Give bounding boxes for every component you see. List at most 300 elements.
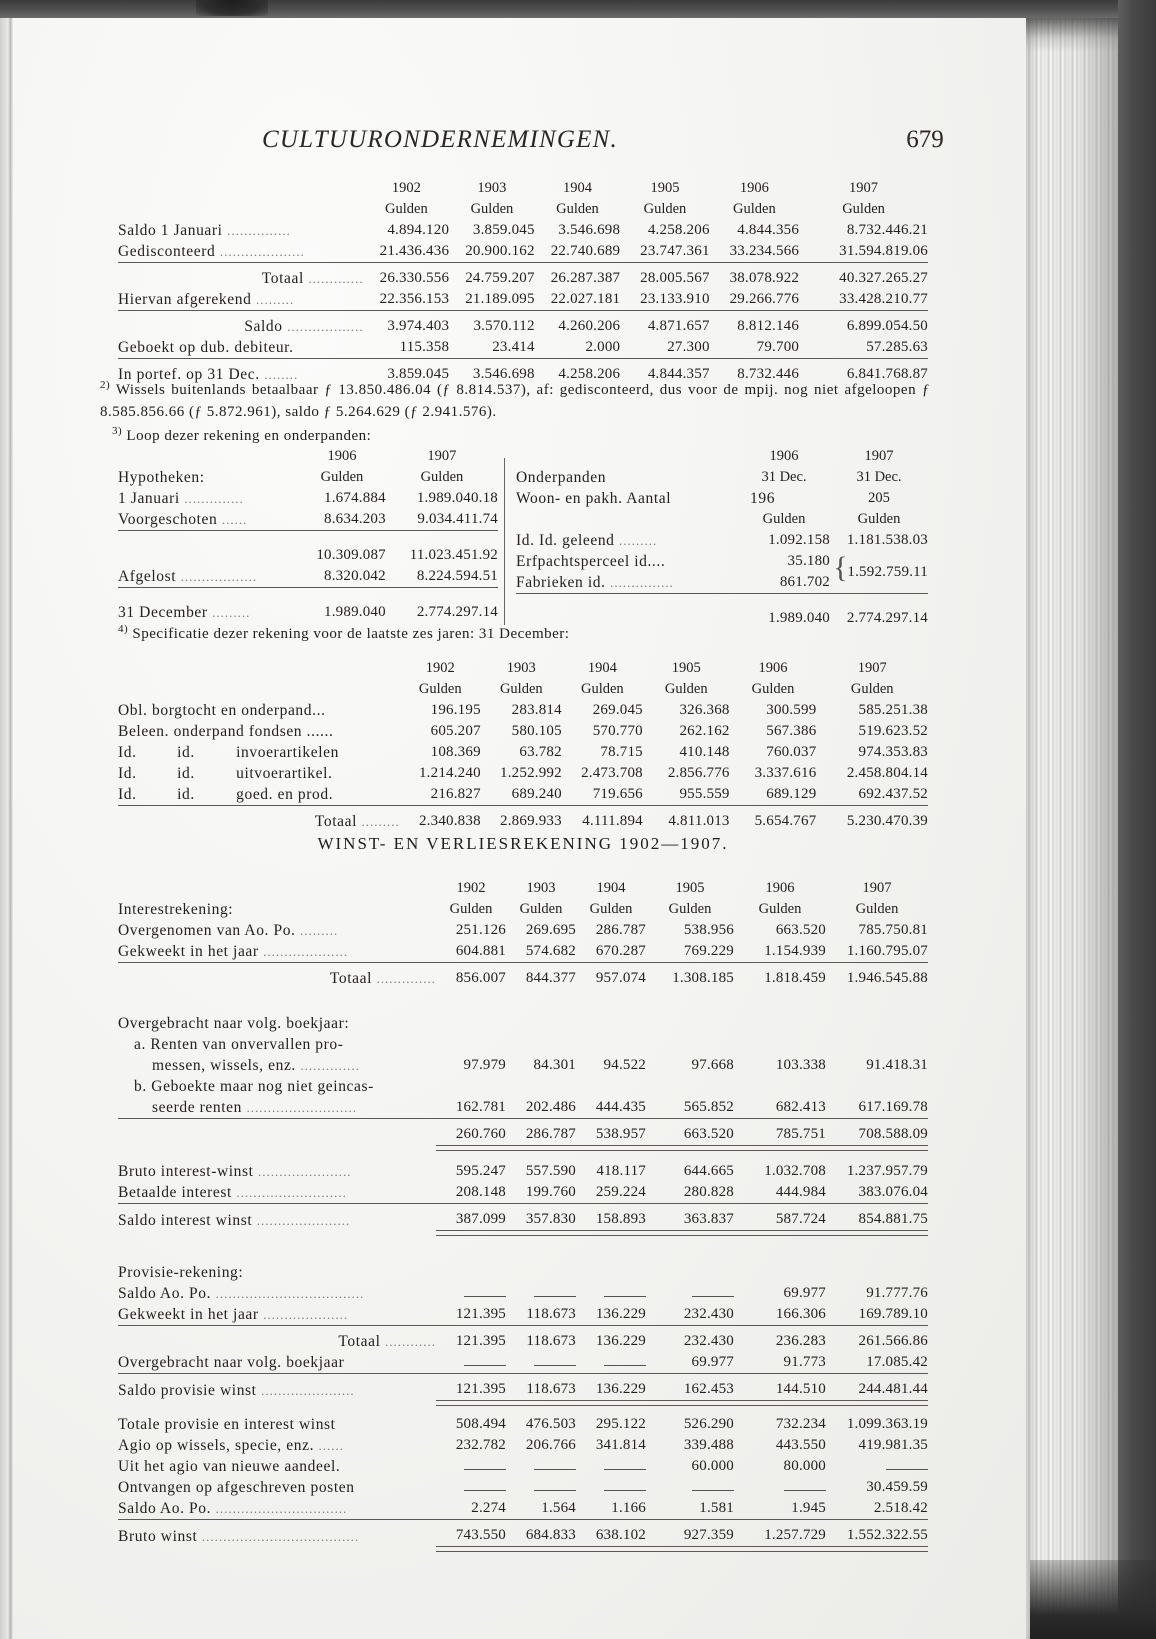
table-spacer xyxy=(118,593,498,602)
cell-empty-dash xyxy=(506,1456,576,1477)
table-row xyxy=(516,551,928,572)
row-label: Overgenomen van Ao. Po. xyxy=(118,922,296,939)
cell-value: 27.300 xyxy=(667,339,710,355)
cell-value: 444.435 xyxy=(595,1099,646,1115)
leader-dots: ...................... xyxy=(258,1164,352,1179)
hypotheken-table xyxy=(118,446,498,623)
row-label: Bruto interest-winst xyxy=(118,1163,254,1180)
table-row xyxy=(118,763,928,784)
row-label: Obl. borgtocht en onderpand... xyxy=(118,702,326,719)
table-row-years xyxy=(118,446,498,467)
leader-dots: .............. xyxy=(376,971,436,986)
cell-value: 162.781 xyxy=(455,1099,506,1115)
cell-value: 21.189.095 xyxy=(465,291,535,307)
row-label-prefix: id. xyxy=(177,765,195,782)
cell-value: 97.979 xyxy=(463,1057,506,1073)
footnote-marker: 3) xyxy=(112,425,123,437)
table-row-years xyxy=(118,658,928,679)
table-row xyxy=(118,268,928,289)
cell-value: 28.005.567 xyxy=(640,270,710,286)
table-row xyxy=(118,1304,928,1326)
leader-dots: ................................... xyxy=(215,1286,365,1301)
cell-value: 136.229 xyxy=(595,1381,646,1397)
cell-value: 23.414 xyxy=(492,339,535,355)
table-row xyxy=(118,509,498,531)
cell-value: 3.974.403 xyxy=(387,318,450,334)
year-header: 1902 xyxy=(425,660,455,676)
cell-value: 1.154.939 xyxy=(764,943,826,959)
cell-value: 5.230.470.39 xyxy=(846,813,928,829)
leader-dots: .................... xyxy=(263,1307,349,1322)
empty-dash xyxy=(784,1481,826,1491)
table-row-currency xyxy=(516,509,928,530)
specificatie-table xyxy=(118,658,928,832)
row-label: Totaal xyxy=(314,813,357,830)
empty-dash xyxy=(464,1481,506,1491)
year-header: 1902 xyxy=(456,880,486,896)
cell-value: 115.358 xyxy=(399,339,450,355)
row-label: Gekweekt in het jaar xyxy=(118,943,259,960)
leader-dots: .................... xyxy=(219,244,305,259)
cell-value: 286.787 xyxy=(595,922,646,938)
cell-value: 286.787 xyxy=(525,1126,576,1142)
cell-value: 108.369 xyxy=(430,744,481,760)
cell-value: 91.773 xyxy=(783,1354,826,1370)
cell-value: 136.229 xyxy=(595,1306,646,1322)
cell-value: 8.732.446.21 xyxy=(846,222,928,238)
empty-dash xyxy=(604,1287,646,1297)
cell-value: 1.564 xyxy=(541,1500,576,1516)
cell-value: 1.989.040 xyxy=(768,610,830,626)
row-label: Saldo interest winst xyxy=(118,1211,253,1229)
cell-value: 33.234.566 xyxy=(729,243,800,259)
row-label: Voorgeschoten xyxy=(118,511,218,528)
cell-value: 1.989.040.18 xyxy=(416,490,498,506)
cell-empty-dash xyxy=(436,1477,506,1498)
cell-value: 121.395 xyxy=(455,1381,506,1397)
cell-value: 2.000 xyxy=(585,339,621,355)
table-row xyxy=(118,1352,928,1374)
cell-value: 208.148 xyxy=(455,1184,506,1200)
cell-value: 508.494 xyxy=(455,1416,506,1432)
cell-empty-dash xyxy=(506,1283,576,1304)
discount-account-table xyxy=(118,178,928,385)
cell-value: 341.814 xyxy=(595,1437,646,1453)
table-row xyxy=(516,488,928,509)
empty-dash xyxy=(464,1460,506,1470)
year-header: 1903 xyxy=(477,180,507,196)
cell-value: 280.828 xyxy=(683,1184,734,1200)
cell-value: 144.510 xyxy=(775,1381,826,1397)
cell-value: 387.099 xyxy=(455,1211,506,1227)
table-row xyxy=(118,1414,928,1435)
cell-value: 519.623.52 xyxy=(858,723,928,739)
section-label: Onderpanden xyxy=(516,469,607,486)
cell-value: 4.844.357 xyxy=(647,366,710,382)
cell-value: 118.673 xyxy=(526,1333,576,1349)
cell-value: 26.330.556 xyxy=(379,270,450,286)
row-label-continuation: b. Geboekte maar nog niet geincas- xyxy=(134,1078,374,1095)
cell-value: 24.759.207 xyxy=(465,270,535,286)
footnote-text: Loop dezer rekening en onderpanden: xyxy=(126,428,372,444)
cell-value: 8.812.146 xyxy=(737,318,800,334)
empty-dash xyxy=(464,1287,506,1297)
row-label: Totaal xyxy=(329,970,373,987)
year-header: 1907 xyxy=(864,448,894,464)
cell-empty-dash xyxy=(576,1456,646,1477)
leader-dots: ........ xyxy=(264,367,299,382)
table-row xyxy=(118,941,928,963)
year-header: 1904 xyxy=(562,180,592,196)
row-label-prefix: Id. xyxy=(118,765,137,782)
cell-value: 732.234 xyxy=(775,1416,826,1432)
currency-header: Gulden xyxy=(320,469,364,485)
cell-value: 29.266.776 xyxy=(729,291,800,307)
table-spacer xyxy=(118,989,928,1013)
table-row xyxy=(118,1435,928,1456)
cell-value: 283.814 xyxy=(511,702,562,718)
cell-value: 580.105 xyxy=(511,723,562,739)
cell-value: 689.129 xyxy=(766,786,817,802)
leader-dots: ......... xyxy=(255,292,295,307)
table-row-dateheader xyxy=(516,467,928,488)
year-header: 1905 xyxy=(671,660,701,676)
leader-dots: ...................... xyxy=(261,1382,355,1398)
cell-value: 476.503 xyxy=(525,1416,576,1432)
cell-value: 8.224.594.51 xyxy=(416,568,498,584)
footnote-3 xyxy=(112,420,942,447)
leader-dots: ...... xyxy=(221,512,248,527)
year-header: 1906 xyxy=(769,448,799,464)
cell-value: 605.207 xyxy=(430,723,481,739)
year-header: 1906 xyxy=(327,448,357,464)
cell-value: 84.301 xyxy=(533,1057,576,1073)
cell-value: 644.665 xyxy=(683,1163,734,1179)
table-row xyxy=(118,1477,928,1498)
cell-value: 4.260.206 xyxy=(558,318,621,334)
cell-value: 63.782 xyxy=(519,744,562,760)
section-label: Provisie-rekening: xyxy=(118,1264,244,1281)
cell-value: 1.099.363.19 xyxy=(846,1416,928,1432)
cell-value: 33.428.210.77 xyxy=(839,291,928,307)
row-label: Ontvangen op afgeschreven posten xyxy=(118,1479,355,1496)
leader-dots: ......... xyxy=(361,814,400,829)
subsection-label: Overgebracht naar volg. boekjaar: xyxy=(118,1015,350,1032)
cell-value: 663.520 xyxy=(683,1126,734,1142)
cell-value: 205 xyxy=(868,490,890,506)
cell-value: 1.946.545.88 xyxy=(846,970,928,986)
leader-dots: .......................... xyxy=(246,1100,357,1115)
currency-header: Gulden xyxy=(842,201,885,217)
currency-header: Gulden xyxy=(664,681,708,697)
row-label: Betaalde interest xyxy=(118,1184,232,1201)
cell-value: 80.000 xyxy=(783,1458,826,1474)
empty-dash xyxy=(534,1356,576,1366)
table-row xyxy=(118,811,928,832)
cell-value: 8.732.446 xyxy=(737,366,800,382)
cell-value: 2.856.776 xyxy=(667,765,730,781)
table-row xyxy=(118,1124,928,1146)
cell-value: 557.590 xyxy=(525,1163,576,1179)
currency-header: Gulden xyxy=(857,511,901,527)
footnote-marker: 2) xyxy=(100,379,111,391)
cell-value: 1.552.322.55 xyxy=(846,1527,928,1543)
cell-value: 638.102 xyxy=(595,1527,646,1543)
row-label: Saldo provisie winst xyxy=(118,1381,257,1399)
year-header: 1907 xyxy=(862,880,892,896)
scan-bottom-background xyxy=(1030,1560,1156,1639)
year-header: 1904 xyxy=(596,880,626,896)
empty-dash xyxy=(534,1460,576,1470)
cell-value: 1.214.240 xyxy=(418,765,481,781)
cell-empty-dash xyxy=(576,1283,646,1304)
cell-value: 22.740.689 xyxy=(550,243,621,259)
cell-value: 538.956 xyxy=(683,922,734,938)
winst-verlies-heading: WINST- EN VERLIESREKENING 1902—1907. xyxy=(317,834,729,853)
cell-value: 21.436.436 xyxy=(379,243,450,259)
cell-value: 244.481.44 xyxy=(858,1381,928,1397)
table-row xyxy=(118,1498,928,1520)
table-row xyxy=(118,968,928,989)
cell-value: 955.559 xyxy=(679,786,730,802)
table-row xyxy=(516,530,928,551)
cell-value: 78.715 xyxy=(600,744,643,760)
row-label-prefix: Id. xyxy=(118,744,137,761)
footnote-marker: 4) xyxy=(118,623,129,635)
cell-value: 785.750.81 xyxy=(858,922,928,938)
cell-value: 785.751 xyxy=(775,1126,826,1142)
cell-value: 4.844.356 xyxy=(737,222,800,238)
cell-value: 103.338 xyxy=(775,1057,826,1073)
cell-value: 8.320.042 xyxy=(324,568,386,584)
leader-dots: ..................................... xyxy=(201,1528,360,1544)
row-label: Saldo Ao. Po. xyxy=(118,1500,212,1517)
row-label-prefix: Id. xyxy=(118,786,137,803)
table-row xyxy=(118,1456,928,1477)
cell-value: 9.034.411.74 xyxy=(417,511,498,527)
onderpanden-table xyxy=(516,446,928,629)
cell-value: 196.195 xyxy=(430,702,481,718)
cell-empty-dash xyxy=(826,1456,928,1477)
cell-value: 2.774.297.14 xyxy=(846,610,928,626)
row-label: Hiervan afgerekend xyxy=(118,291,252,308)
cell-value: 4.871.657 xyxy=(647,318,710,334)
cell-value: 2.774.297.14 xyxy=(416,604,498,620)
cell-empty-dash xyxy=(506,1352,576,1374)
cell-value: 79.700 xyxy=(756,339,800,355)
currency-header: Gulden xyxy=(855,901,899,917)
table-row xyxy=(118,488,498,509)
cell-value: 410.148 xyxy=(679,744,730,760)
book-fore-edge-shading xyxy=(1026,18,1122,1639)
row-label: Afgelost xyxy=(118,568,177,585)
row-label: Saldo 1 Januari xyxy=(118,222,223,239)
cell-value: 419.981.35 xyxy=(858,1437,928,1453)
table-row xyxy=(118,1097,928,1119)
row-label: Bruto winst xyxy=(118,1527,198,1545)
table-row xyxy=(118,1331,928,1352)
table-row xyxy=(118,289,928,311)
cell-value: 166.306 xyxy=(775,1306,826,1322)
cell-value: 3.546.698 xyxy=(472,366,535,382)
row-label: Erfpachtsperceel id.... xyxy=(516,553,666,570)
table-row xyxy=(118,1525,928,1547)
table-row xyxy=(118,241,928,263)
row-label: 1 Januari xyxy=(118,490,180,507)
year-header: 1903 xyxy=(506,660,536,676)
year-header: 1902 xyxy=(391,180,421,196)
table-spacer xyxy=(118,536,498,545)
cell-value: 1.032.708 xyxy=(764,1163,826,1179)
row-label: Totaal xyxy=(338,1333,381,1350)
cell-value: 260.760 xyxy=(455,1126,506,1142)
cell-empty-dash xyxy=(436,1283,506,1304)
cell-value: 363.837 xyxy=(683,1211,734,1227)
cell-value: 69.977 xyxy=(783,1285,826,1301)
leader-dots: .............. xyxy=(184,491,244,506)
cell-value: 682.413 xyxy=(775,1099,826,1115)
leader-dots: ......... xyxy=(300,923,339,938)
cell-value: 570.770 xyxy=(592,723,643,739)
table-row xyxy=(118,220,928,241)
empty-dash xyxy=(604,1460,646,1470)
leader-dots: ...................... xyxy=(256,1212,351,1228)
cell-value: 604.881 xyxy=(455,943,506,959)
cell-value: 1.308.185 xyxy=(672,970,734,986)
cell-value: 300.599 xyxy=(766,702,817,718)
table-row xyxy=(118,1055,928,1076)
empty-dash xyxy=(534,1287,576,1297)
leader-dots: ......... xyxy=(212,605,251,620)
cell-value: 23.133.910 xyxy=(640,291,710,307)
page-content xyxy=(0,18,1030,1639)
row-label: Uit het agio van nieuwe aandeel. xyxy=(118,1458,341,1475)
cell-value: 22.027.181 xyxy=(550,291,621,307)
leader-dots: .............. xyxy=(300,1058,360,1073)
currency-header: Gulden xyxy=(762,511,806,527)
cell-value: 295.122 xyxy=(595,1416,646,1432)
cell-value: 3.337.616 xyxy=(754,765,817,781)
cell-empty-dash xyxy=(734,1477,826,1498)
row-label: Agio op wissels, specie, enz. xyxy=(118,1437,315,1454)
row-label: Gedisconteerd xyxy=(118,243,216,260)
cell-value: 357.830 xyxy=(525,1211,576,1227)
cell-value: 232.430 xyxy=(683,1333,734,1349)
cell-value: 169.789.10 xyxy=(858,1306,928,1322)
cell-value: 3.859.045 xyxy=(472,222,535,238)
row-label: goed. en prod. xyxy=(236,786,334,803)
cell-value: 4.111.894 xyxy=(582,813,643,829)
year-header: 1906 xyxy=(765,880,795,896)
empty-dash xyxy=(604,1481,646,1491)
cell-value: 69.977 xyxy=(691,1354,734,1370)
cell-value: 40.327.265.27 xyxy=(839,270,928,286)
cell-value: 418.117 xyxy=(596,1163,646,1179)
cell-value: 8.634.203 xyxy=(324,511,386,527)
table-row xyxy=(118,1262,928,1283)
cell-value: 1.592.759.11 xyxy=(847,563,928,580)
cell-empty-dash xyxy=(646,1283,734,1304)
cell-value: 1.252.992 xyxy=(500,765,562,781)
currency-header: Gulden xyxy=(449,901,493,917)
cell-value: 1.989.040 xyxy=(324,604,386,620)
footnote-4 xyxy=(118,618,958,645)
table-row xyxy=(118,337,928,359)
table-row xyxy=(118,721,928,742)
currency-header: Gulden xyxy=(519,901,563,917)
cell-value: 957.074 xyxy=(595,970,646,986)
leader-dots: .................. xyxy=(180,569,258,584)
cell-value: 684.833 xyxy=(525,1527,576,1543)
cell-value: 854.881.75 xyxy=(858,1211,928,1227)
row-label-prefix: id. xyxy=(177,786,195,803)
cell-value: 118.673 xyxy=(526,1381,576,1397)
cell-value: 3.859.045 xyxy=(387,366,450,382)
table-row-years xyxy=(516,446,928,467)
table-row-currency xyxy=(118,899,928,920)
cell-empty-dash xyxy=(576,1477,646,1498)
cell-value: 162.453 xyxy=(683,1381,734,1397)
cell-value: 692.437.52 xyxy=(858,786,928,802)
table-row xyxy=(118,1379,928,1401)
table-row xyxy=(118,1013,928,1034)
cell-value: 2.340.838 xyxy=(418,813,481,829)
cell-value: 216.827 xyxy=(430,786,481,802)
table-row xyxy=(118,1034,928,1055)
cell-value: 202.486 xyxy=(525,1099,576,1115)
table-spacer xyxy=(118,1236,928,1263)
cell-value: 617.169.78 xyxy=(858,1099,928,1115)
year-header: 1907 xyxy=(427,448,457,464)
page-title: CULTUURONDERNEMINGEN. xyxy=(262,126,618,153)
row-label: Gekweekt in het jaar xyxy=(118,1306,259,1323)
leader-dots: .................... xyxy=(263,944,349,959)
cell-empty-dash xyxy=(436,1456,506,1477)
leader-dots: ............... xyxy=(610,575,674,590)
cell-value: 206.766 xyxy=(525,1437,576,1453)
cell-value: 1.181.538.03 xyxy=(846,532,928,548)
section-label: Interestrekening: xyxy=(118,901,234,918)
row-label: messen, wissels, enz. xyxy=(152,1057,296,1074)
row-label: Saldo xyxy=(244,318,283,335)
year-header: 1907 xyxy=(857,660,887,676)
year-header: 1903 xyxy=(526,880,556,896)
cell-value: 861.702 xyxy=(779,574,830,590)
cell-value: 567.386 xyxy=(766,723,817,739)
cell-value: 20.900.162 xyxy=(465,243,535,259)
cell-value: 760.037 xyxy=(766,744,817,760)
cell-value: 719.656 xyxy=(592,786,643,802)
table-row xyxy=(118,1076,928,1097)
cell-value: 526.290 xyxy=(683,1416,734,1432)
date-header: 31 Dec. xyxy=(856,469,902,485)
cell-value: 121.395 xyxy=(455,1306,506,1322)
cell-value: 1.160.795.07 xyxy=(846,943,928,959)
cell-value: 927.359 xyxy=(683,1527,734,1543)
row-label: Geboekt op dub. debiteur. xyxy=(118,339,294,356)
currency-header: Gulden xyxy=(556,201,599,217)
date-header: 31 Dec. xyxy=(761,469,807,485)
cell-value: 6.899.054.50 xyxy=(846,318,928,334)
cell-value: 3.546.698 xyxy=(558,222,621,238)
row-label: invoerartikelen xyxy=(236,744,339,761)
empty-dash xyxy=(692,1287,734,1297)
cell-value: 974.353.83 xyxy=(858,744,928,760)
page-number: 679 xyxy=(906,126,944,153)
cell-value: 232.430 xyxy=(683,1306,734,1322)
cell-value: 4.258.206 xyxy=(558,366,621,382)
cell-value: 708.588.09 xyxy=(858,1126,928,1142)
